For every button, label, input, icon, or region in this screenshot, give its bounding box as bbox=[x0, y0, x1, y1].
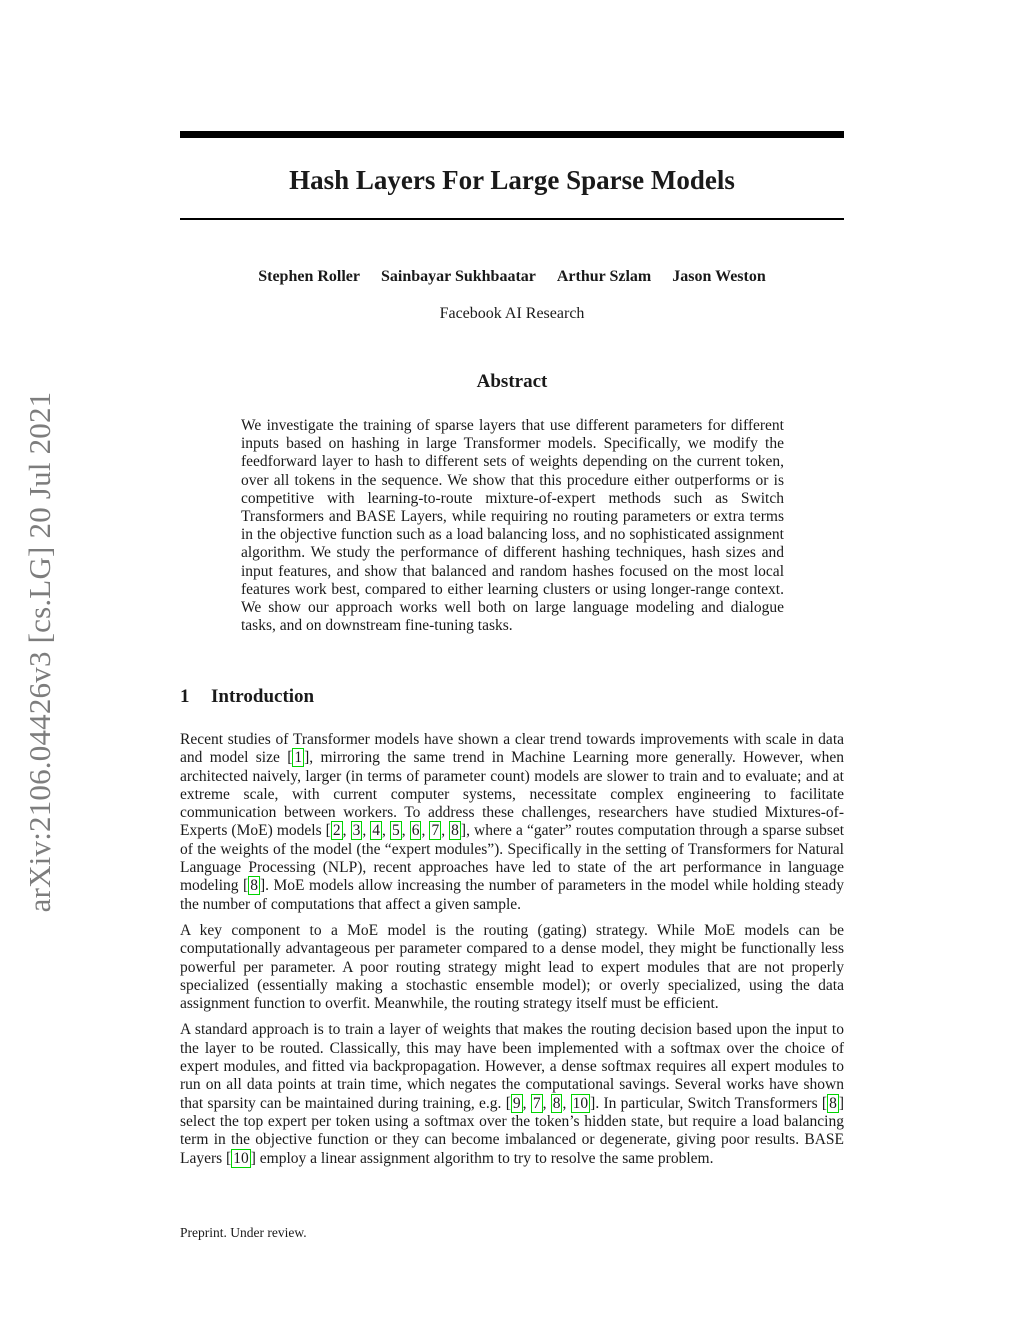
abstract-heading: Abstract bbox=[476, 371, 548, 392]
citation-link[interactable]: 1 bbox=[294, 749, 303, 767]
abstract-text: We investigate the training of sparse layers that use different parameters for different inputs based on hashing in large Transformer models. Specifically, we modify the feedforward layer to hash to different sets of weights depending on the current token, over all tokens in the sequence. We show that this procedure either outperforms or is competitive with learning-to-route mixture-of-expert methods such as Switch Transformers and BASE Layers, while requiring no routing parameters or extra terms in the objective function such as a load balancing loss, and no sophisticated assignment algorithm. We study the performance of different hashing techniques, hash sizes and input features, and show that balanced and random hashes focused on the most local features work best, compared to either learning clusters or using longer-range context. We show our approach works well both on large language modeling and dialogue tasks, and on downstream fine-tuning tasks. bbox=[241, 417, 784, 635]
text-run: ]. In particular, Switch Transformers [ bbox=[590, 1094, 828, 1112]
title-rule-bottom bbox=[180, 218, 844, 220]
citation-link[interactable]: 8 bbox=[451, 822, 459, 840]
paragraph: Recent studies of Transformer models have shown a clear trend towards improvements with scale in data and model size [ 1 ], mirroring the same trend in Machine Learning more generally. However, when architected naively, larger (in terms of parameter count) models are slower to train and to evaluate; and at extreme scale, with current computer systems, necessitate complex engineering to facilitate communication between workers. To address these challenges, researchers have studied Mixtures-of-Experts (MoE) models [ 2 , 3 , 4 , 5 , 6 , 7 , 8 ], where a “gater” routes computation through a sparse subset of the weights of the model (the “expert modules”). Specifically in the setting of Transformers for Natural Language Processing (NLP), recent approaches have led to state of the art performance in language modeling [ 8 ]. MoE models allow increasing the number of parameters in the model while holding steady the number of computations that affect a given sample. bbox=[180, 731, 845, 913]
citation-link[interactable]: 4 bbox=[372, 822, 381, 840]
citation-link[interactable]: 2 bbox=[332, 822, 341, 840]
citation-link[interactable]: 10 bbox=[233, 1149, 249, 1167]
author-name: Jason Weston bbox=[672, 268, 766, 285]
text-run: ]. MoE models allow increasing the number of parameters in the model while holding steady the number of computations that affect a given sample. bbox=[180, 877, 844, 913]
citation-link[interactable]: 7 bbox=[431, 822, 440, 840]
introduction-body bbox=[180, 731, 844, 1176]
paragraph: A key component to a MoE model is the routing (gating) strategy. While MoE models can be computationally advantageous per parameter compared to a dense model, they might be functionally less powerful per parameter. A poor routing strategy might lead to expert modules that are not properly specialized (essentially making a stochastic ensemble model); or overly specialized, using the data assignment function to overfit. Meanwhile, the routing strategy itself must be efficient. bbox=[180, 921, 844, 1013]
citation-link[interactable]: 9 bbox=[512, 1094, 521, 1112]
text-run: Recent studies of Transformer models have shown a clear trend towards improvements with scale in data and model size [ bbox=[180, 731, 844, 767]
citation-link[interactable]: 6 bbox=[411, 822, 420, 840]
text-run: ], mirroring the same trend in Machine Learning more generally. However, when architected naively, larger (in terms of parameter count) models are slower to train and to evaluate; and at extreme scale, with current computer systems, necessitate complex engineering to facilitate communication between workers. To address these challenges, researchers have studied Mixtures-of-Experts (MoE) models [ bbox=[180, 749, 844, 840]
arxiv-identifier-text: arXiv:2106.04426v3 [cs.LG] 20 Jul 2021 bbox=[22, 391, 57, 913]
citation-link[interactable]: 7 bbox=[532, 1094, 541, 1112]
title-rule-top bbox=[180, 131, 844, 138]
text-run: A standard approach is to train a layer of weights that makes the routing decision based upon the input to the layer to be routed. Classically, this may have been implemented with a softmax over the choice of expert modules, and fitted via backpropagation. However, a dense softmax requires all expert modules to run on all data points at train time, which negates the computational savings. Several works have shown that sparsity can be maintained during training, e.g. [ bbox=[180, 1021, 844, 1112]
text-run: ] employ a linear assignment algorithm to try to resolve the same problem. bbox=[250, 1149, 714, 1167]
citation-link[interactable]: 10 bbox=[572, 1094, 589, 1112]
section-number: 1 bbox=[180, 686, 190, 707]
paper-title: Hash Layers For Large Sparse Models bbox=[289, 165, 735, 195]
author-list bbox=[180, 266, 844, 288]
text-run: ], where a “gater” routes computation through a sparse subset of the weights of the model (the “expert modules”). Specifically in the setting of Transformers for Natural Language Processing (NLP), recent approaches have led to state of the art performance in language modeling [ bbox=[180, 822, 845, 895]
citation-link[interactable]: 8 bbox=[829, 1094, 837, 1112]
author-name: Arthur Szlam bbox=[556, 268, 652, 285]
citation-link[interactable]: 8 bbox=[552, 1094, 561, 1112]
paragraph: A standard approach is to train a layer of weights that makes the routing decision based upon the input to the layer to be routed. Classically, this may have been implemented with a softmax over the choice of expert modules, and fitted via backpropagation. However, a dense softmax requires all expert modules to run on all data points at train time, which negates the computational savings. Several works have shown that sparsity can be maintained during training, e.g. [ 9 , 7 , 8 , 10 ]. In particular, Switch Transformers [ 8 ] select the top expert per token using a softmax over the token’s hidden state, but require a load balancing term in the objective function or they can become imbalanced or degenerate, giving poor results. BASE Layers [ 10 ] employ a linear assignment algorithm to try to resolve the same problem. bbox=[180, 1021, 845, 1167]
text-run: ] select the top expert per token using a softmax over the token’s hidden state, but require a load balancing term in the objective function or they can become imbalanced or degenerate, giving poor results. BASE Layers [ bbox=[180, 1094, 845, 1167]
author-name: Sainbayar Sukhbaatar bbox=[381, 268, 536, 285]
section-title: Introduction bbox=[211, 686, 315, 707]
citation-link[interactable]: 5 bbox=[392, 822, 400, 840]
footer-note: Preprint. Under review. bbox=[180, 1225, 307, 1240]
citation-link[interactable]: 8 bbox=[250, 877, 258, 895]
affiliation: Facebook AI Research bbox=[439, 305, 585, 322]
author-name: Stephen Roller bbox=[258, 268, 360, 285]
citation-link[interactable]: 3 bbox=[352, 822, 361, 840]
section-heading bbox=[180, 685, 844, 709]
